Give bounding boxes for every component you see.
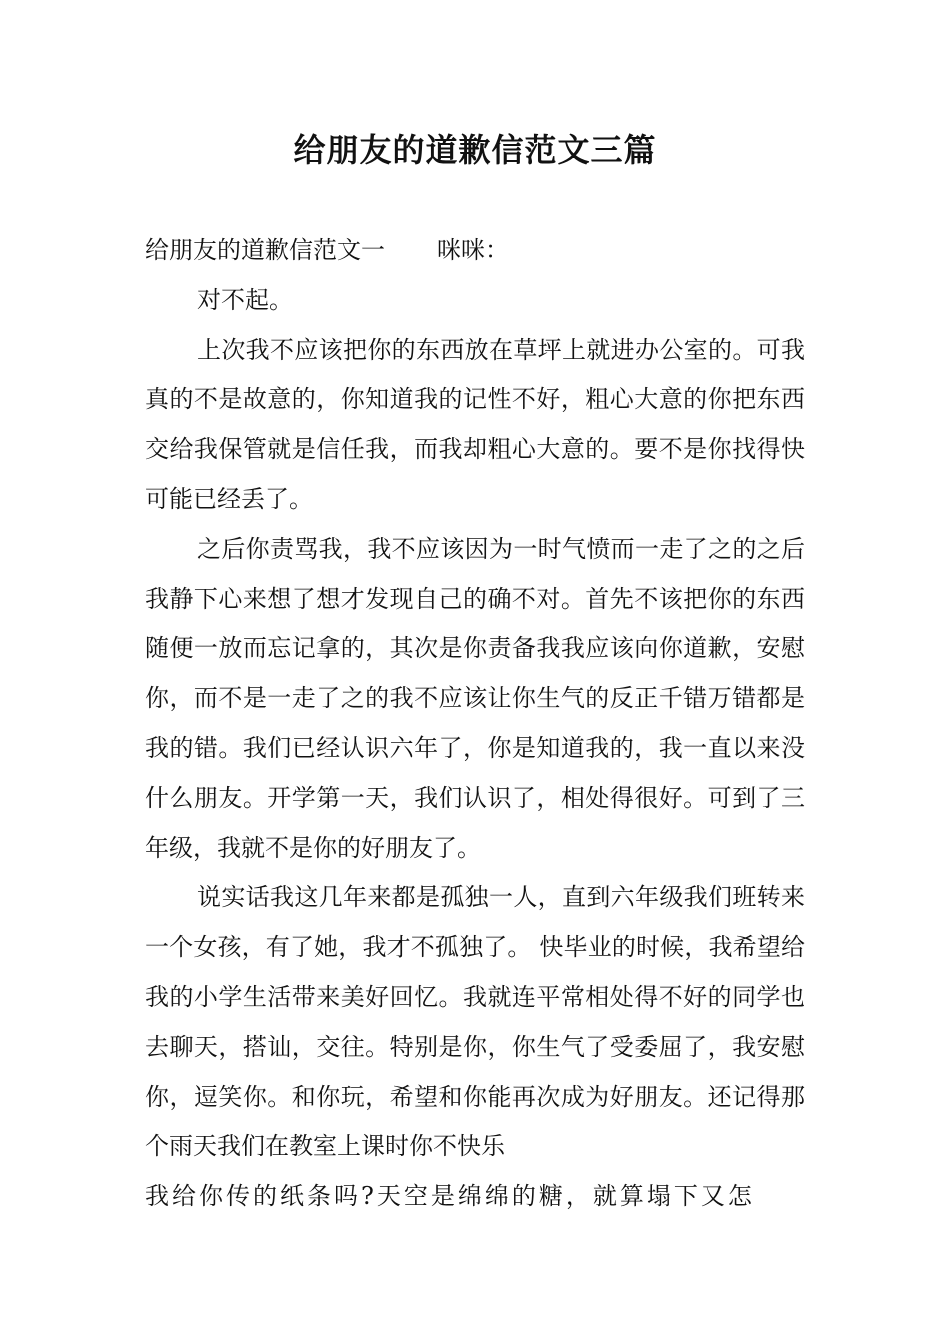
section-heading-line — [145, 226, 805, 276]
salutation: 咪咪： — [437, 236, 509, 264]
paragraph-1: 对不起。 — [197, 285, 293, 314]
section-label: 给朋友的道歉信范文一 — [145, 236, 385, 264]
document-title: 给朋友的道歉信范文三篇 — [293, 131, 657, 169]
paragraph-4: 说实话我这几年来都是孤独一人，直到六年级我们班转来一个女孩，有了她，我才不孤独了。 快毕业的时候，我希望给我的小学生活带来美好回忆。我就连平常相处得不好的同学也去聊天，搭讪，交往。特别是你，你生气了受委屈了，我安慰你，逗笑你。和你玩，希望和你能再次成为好朋友。还记得那个雨天我们在教室上课时你不快乐 — [145, 883, 805, 1161]
document-body — [145, 226, 805, 1222]
paragraph-3: 之后你责骂我，我不应该因为一时气愤而一走了之的之后我静下心来想了想才发现自己的确不对。首先不该把你的东西随便一放而忘记拿的，其次是你责备我我应该向你道歉，安慰你，而不是一走了之的我不应该让你生气的反正千错万错都是我的错。我们已经认识六年了，你是知道我的，我一直以来没什么朋友。开学第一天，我们认识了，相处得很好。可到了三年级，我就不是你的好朋友了。 — [145, 534, 805, 862]
paragraph-5-fragment: 我给你传的纸条吗?天空是绵绵的糖，就算塌下又怎 — [145, 1182, 755, 1211]
paragraph-2: 上次我不应该把你的东西放在草坪上就进办公室的。可我真的不是故意的，你知道我的记性不好，粗心大意的你把东西交给我保管就是信任我，而我却粗心大意的。要不是你找得快可能已经丢了。 — [145, 335, 805, 513]
